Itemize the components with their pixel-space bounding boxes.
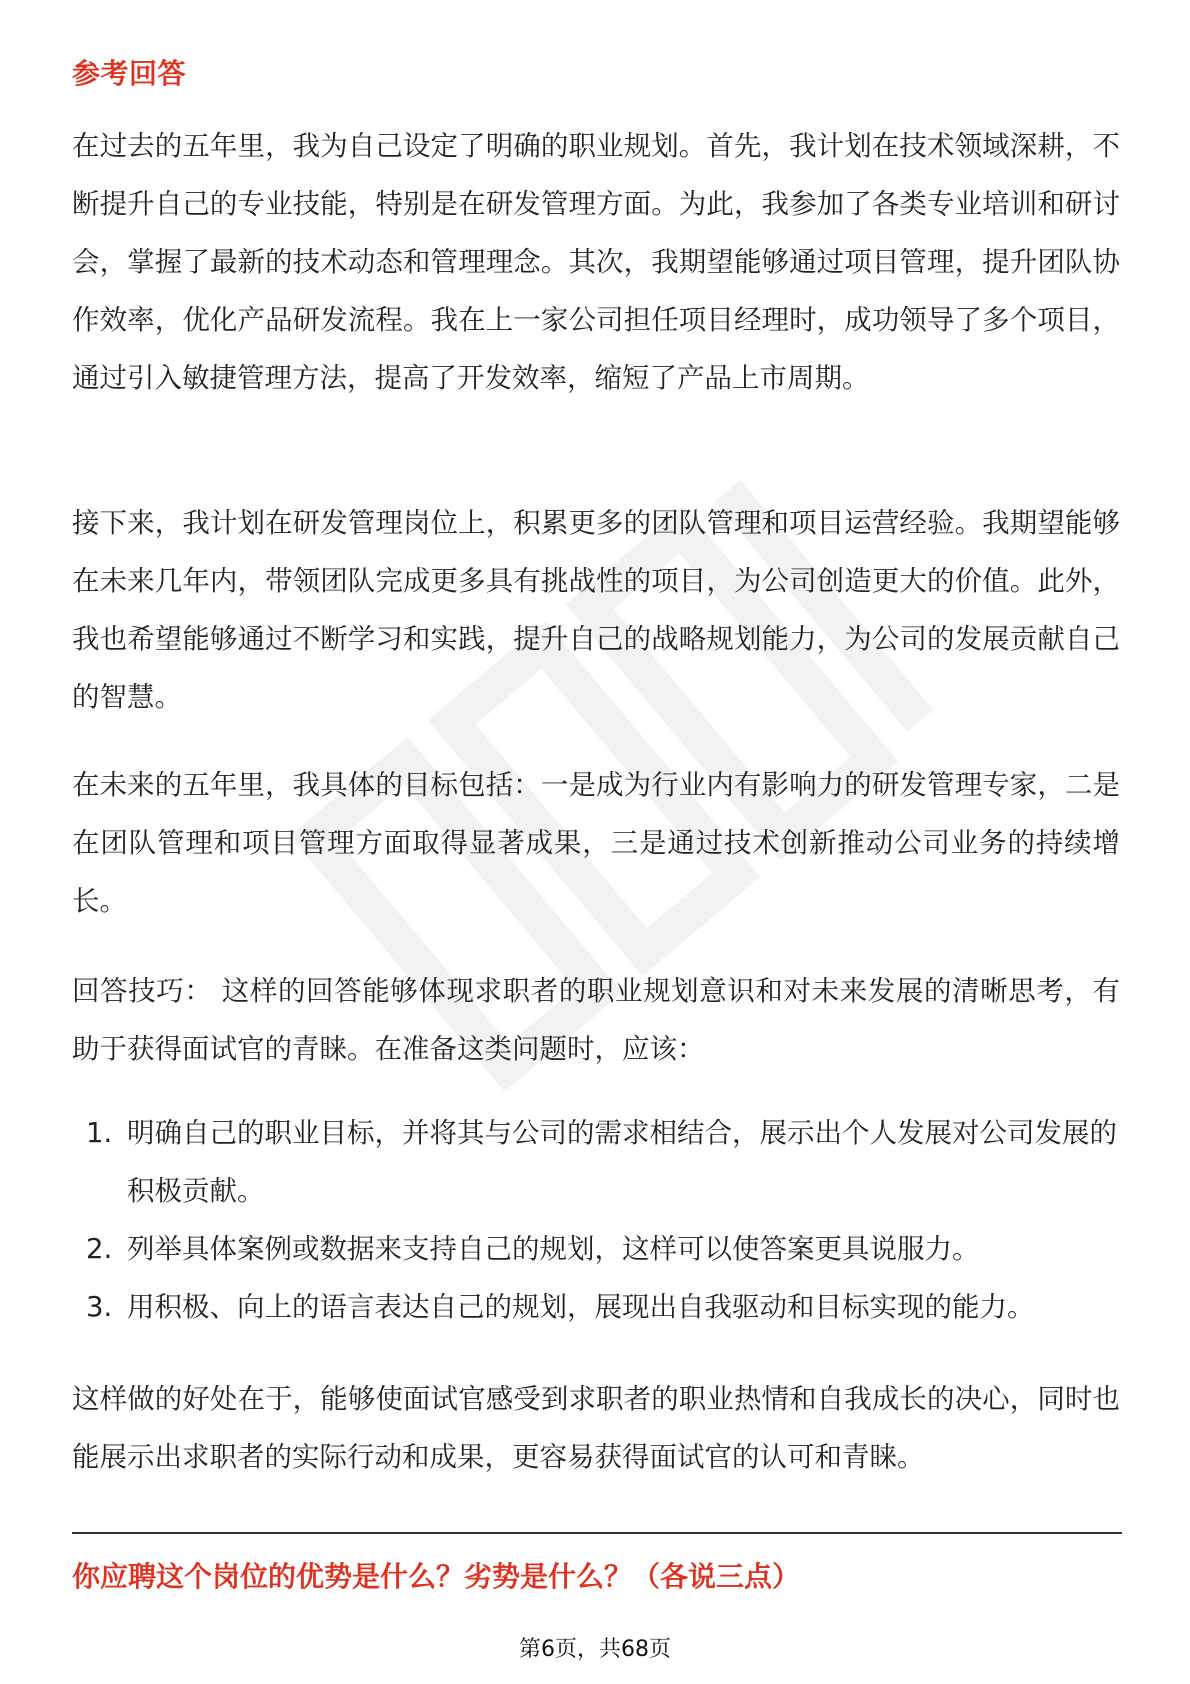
tips-intro-paragraph: 回答技巧： 这样的回答能够体现求职者的职业规划意识和对未来发展的清晰思考，有助于获得面试官的青睐。在准备这类问题时，应该： (72, 975, 1120, 1065)
list-item-text: 明确自己的职业目标，并将其与公司的需求相结合，展示出个人发展对公司发展的积极贡献。 (127, 1117, 1117, 1207)
answer-paragraph-2: 接下来，我计划在研发管理岗位上，积累更多的团队管理和项目运营经验。我期望能够在未来几年内，带领团队完成更多具有挑战性的项目，为公司创造更大的价值。此外，我也希望能够通过不断学习和实践，提升自己的战略规划能力，为公司的发展贡献自己的智慧。 (72, 507, 1120, 713)
closing-paragraph: 这样做的好处在于，能够使面试官感受到求职者的职业热情和自我成长的决心，同时也能展示出求职者的实际行动和成果，更容易获得面试官的认可和青睐。 (72, 1383, 1120, 1473)
tips-list (72, 1104, 1120, 1336)
answer-paragraph-3: 在未来的五年里，我具体的目标包括：一是成为行业内有影响力的研发管理专家，二是在团队管理和项目管理方面取得显著成果，三是通过技术创新推动公司业务的持续增长。 (72, 769, 1120, 917)
list-item-number: 2. (86, 1233, 113, 1265)
list-item (72, 1278, 1120, 1336)
next-question-title: 你应聘这个岗位的优势是什么？劣势是什么？（各说三点） (72, 1560, 801, 1593)
page-number: 第6页，共68页 (519, 1637, 671, 1662)
answer-paragraph-1: 在过去的五年里，我为自己设定了明确的职业规划。首先，我计划在技术领域深耕，不断提升自己的专业技能，特别是在研发管理方面。为此，我参加了各类专业培训和研讨会，掌握了最新的技术动态和管理理念。其次，我期望能够通过项目管理，提升团队协作效率，优化产品研发流程。我在上一家公司担任项目经理时，成功领导了多个项目，通过引入敏捷管理方法，提高了开发效率，缩短了产品上市周期。 (72, 130, 1120, 394)
list-item-number: 3. (86, 1291, 113, 1323)
list-item-text: 用积极、向上的语言表达自己的规划，展现出自我驱动和目标实现的能力。 (127, 1291, 1035, 1323)
list-item-text: 列举具体案例或数据来支持自己的规划，这样可以使答案更具说服力。 (127, 1233, 980, 1265)
list-item (72, 1220, 1120, 1278)
section-title: 参考回答 (72, 57, 187, 90)
list-item (72, 1104, 1120, 1220)
section-divider (72, 1532, 1122, 1534)
list-item-number: 1. (86, 1117, 113, 1149)
